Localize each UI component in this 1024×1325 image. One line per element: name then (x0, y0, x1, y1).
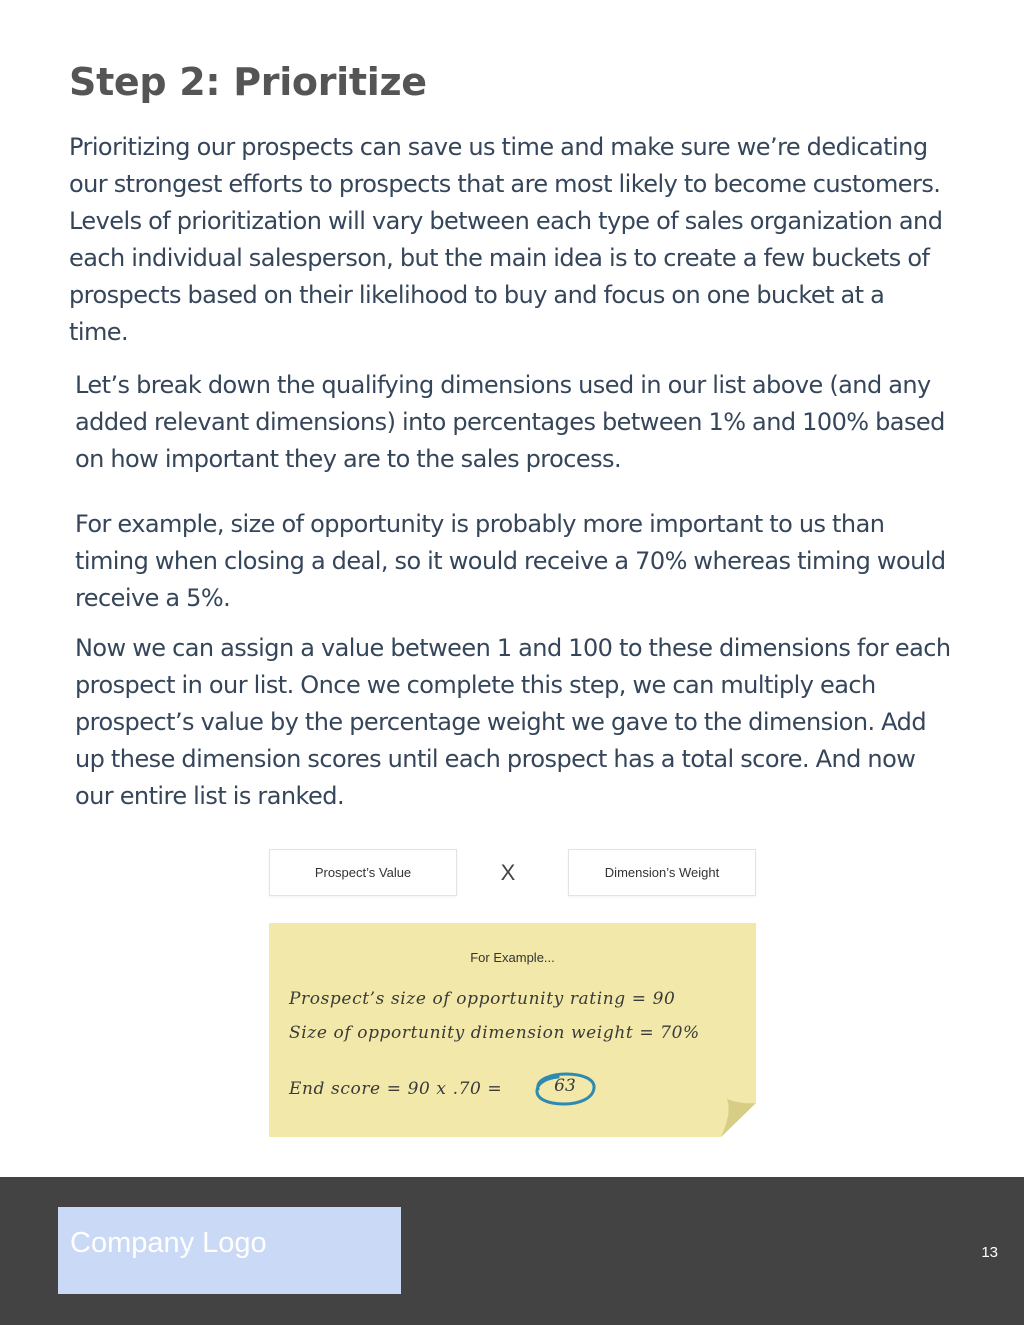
multiply-operator: X (500, 860, 516, 885)
score-result (530, 1071, 600, 1107)
dimension-weight-label: Dimension’s Weight (604, 865, 720, 880)
page-number: 13 (981, 1244, 998, 1261)
prospect-value-label: Prospect’s Value (314, 865, 412, 880)
example-sticky-note (269, 923, 756, 1137)
page-title: Step 2: Prioritize (69, 60, 427, 104)
intro-paragraph: Prioritizing our prospects can save us time and make sure we’re dedicating our strongest efforts to prospects that are most likely to become customers. Levels of prioritization will vary between each type of sales organization and each individual salesperson, but the main idea is to create a few buckets of prospects based on their likelihood to buy and focus on one bucket at a time. (69, 133, 943, 346)
scoring-paragraph: Now we can assign a value between 1 and 100 to these dimensions for each prospect in our list. Once we complete this step, we can multiply each prospect’s value by the percentage weight we gave to the dimension. Add up these dimension scores until each prospect has a total score. And now our entire list is ranked. (75, 634, 951, 810)
dimensions-paragraph: Let’s break down the qualifying dimensions used in our list above (and any added relevant dimensions) into percentages between 1% and 100% based on how important they are to the sales process. (75, 371, 945, 473)
page-footer (0, 1177, 1024, 1325)
score-value: 63 (554, 1076, 576, 1096)
end-score-line: End score = 90 x .70 = (289, 1079, 503, 1099)
prospect-rating-line: Prospect’s size of opportunity rating = 90 (289, 989, 676, 1009)
note-heading: For Example... (470, 950, 555, 965)
example-paragraph: For example, size of opportunity is probably more important to us than timing when closing a deal, so it would receive a 70% whereas timing would receive a 5%. (75, 510, 946, 612)
company-logo-text: Company Logo (70, 1227, 267, 1259)
dimension-weight-line: Size of opportunity dimension weight = 70% (289, 1023, 700, 1043)
prospect-value-box (269, 849, 457, 896)
dimension-weight-box (568, 849, 756, 896)
company-logo-placeholder (58, 1207, 401, 1294)
